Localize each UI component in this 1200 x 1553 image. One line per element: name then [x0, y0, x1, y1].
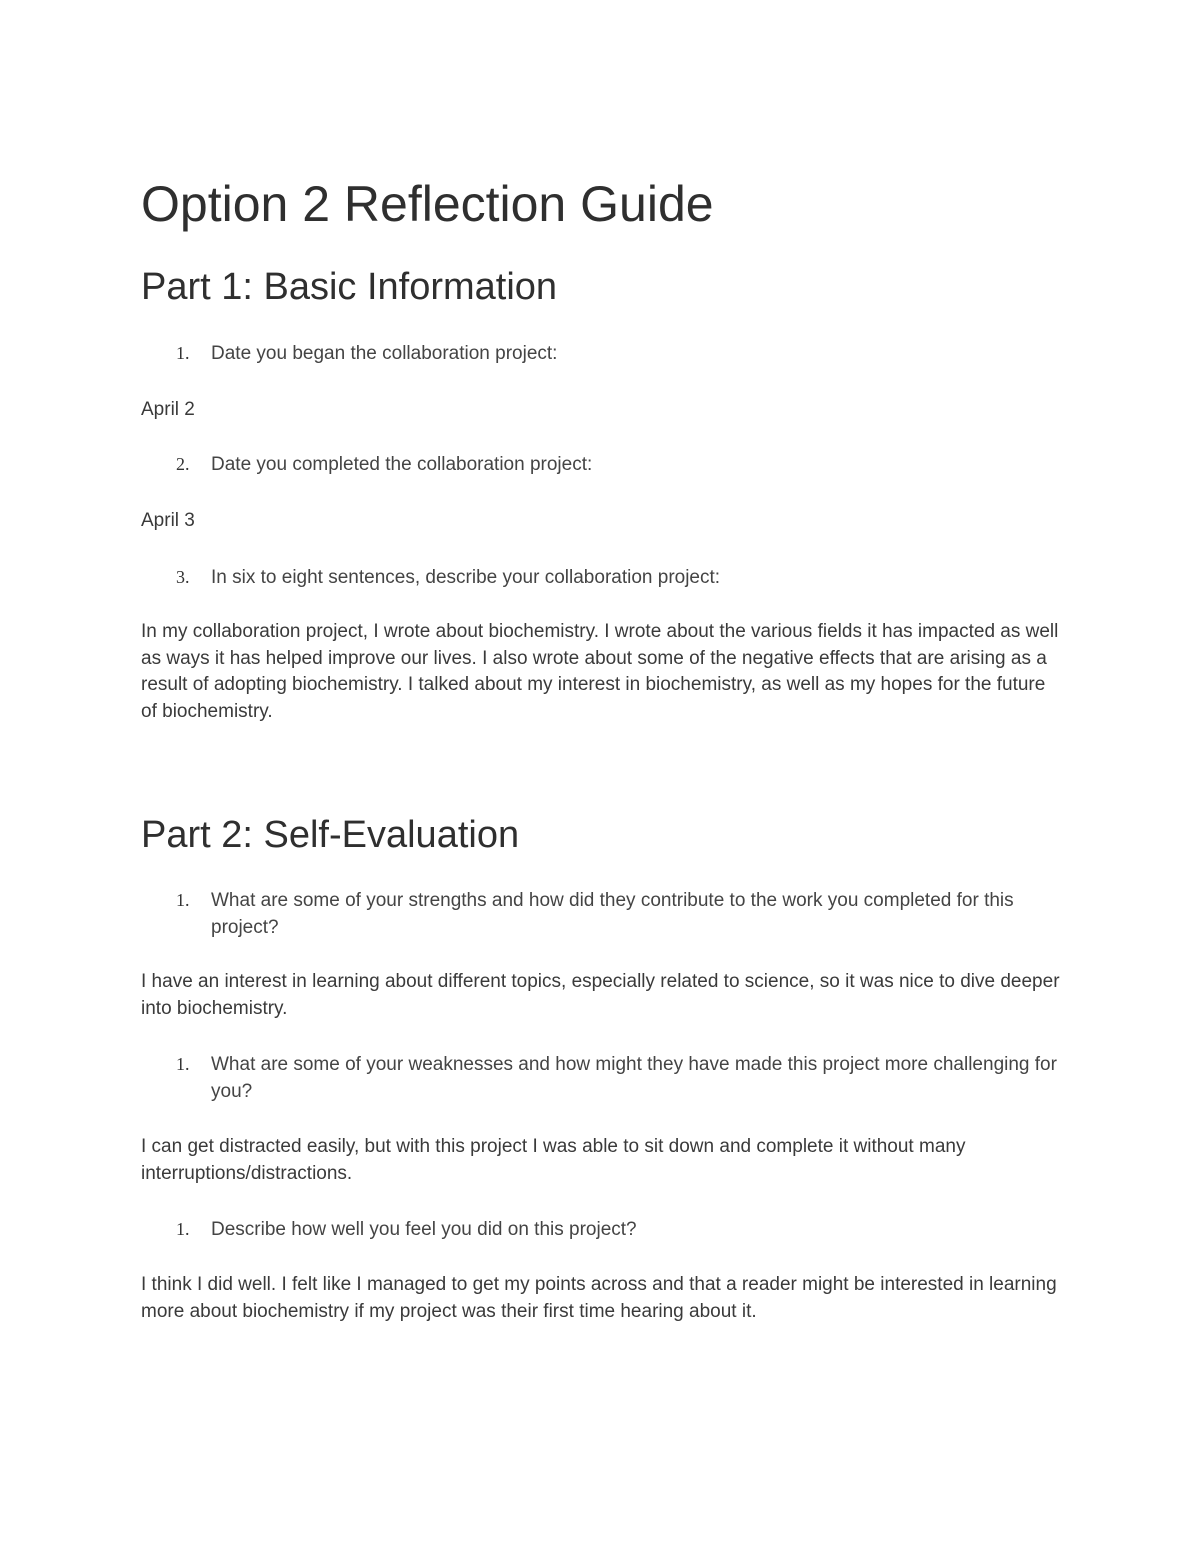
part2-answer-1: I have an interest in learning about different topics, especially related to science, so it was nice to dive deeper into biochemistry.	[141, 971, 1060, 1019]
question-text: What are some of your strengths and how did they contribute to the work you completed for this project?	[211, 890, 1014, 938]
document-title: Option 2 Reflection Guide	[141, 176, 714, 232]
part1-question-1	[141, 340, 1061, 367]
question-text: Describe how well you feel you did on this project?	[211, 1219, 637, 1240]
part1-answer-2: April 3	[141, 510, 195, 531]
part1-question-2	[141, 451, 1061, 478]
part1-answer-3: In my collaboration project, I wrote about biochemistry. I wrote about the various fields it has impacted as well as ways it has helped improve our lives. I also wrote about some of the negative effects that are arising as a result of adopting biochemistry. I talked about my interest in biochemistry, as well as my hopes for the future of biochemistry.	[141, 621, 1059, 722]
part2-question-1	[141, 887, 1061, 941]
list-number: 3.	[176, 567, 190, 587]
part1-heading: Part 1: Basic Information	[141, 266, 558, 308]
question-text: In six to eight sentences, describe your collaboration project:	[211, 567, 721, 588]
list-number: 1.	[176, 1219, 190, 1239]
question-text: What are some of your weaknesses and how might they have made this project more challenging for you?	[211, 1054, 1057, 1102]
part1-answer-1: April 2	[141, 399, 195, 420]
part2-heading: Part 2: Self-Evaluation	[141, 814, 520, 856]
list-number: 1.	[176, 343, 190, 363]
part2-question-3	[141, 1216, 1061, 1243]
part2-question-2	[141, 1051, 1061, 1105]
question-text: Date you completed the collaboration project:	[211, 454, 593, 475]
part2-answer-2: I can get distracted easily, but with this project I was able to sit down and complete it without many interruptions/distractions.	[141, 1136, 966, 1184]
list-number: 1.	[176, 890, 190, 910]
part1-question-3	[141, 564, 1061, 591]
part2-answer-3: I think I did well. I felt like I managed to get my points across and that a reader might be interested in learning more about biochemistry if my project was their first time hearing about it.	[141, 1274, 1057, 1322]
question-text: Date you began the collaboration project:	[211, 343, 558, 364]
list-number: 1.	[176, 1054, 190, 1074]
list-number: 2.	[176, 454, 190, 474]
